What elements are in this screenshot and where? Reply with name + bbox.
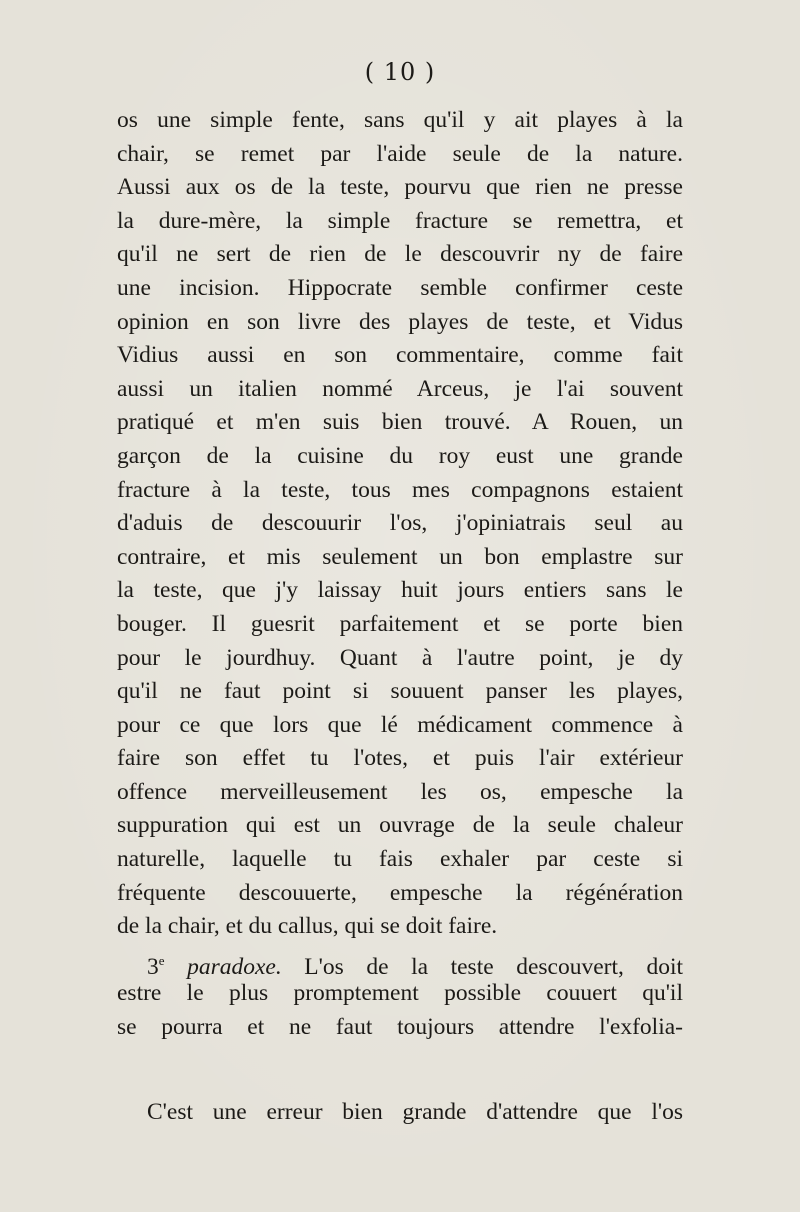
text-line: pour le jourdhuy. Quant à l'autre point, je dy	[117, 644, 683, 671]
text-line: la teste, que j'y laissay huit jours entiers sans le	[117, 577, 683, 604]
paradox-label: paradoxe.	[187, 953, 282, 980]
text-line: naturelle, laquelle tu fais exhaler par ceste si	[117, 846, 683, 873]
text-line: garçon de la cuisine du roy eust une grande	[117, 442, 683, 469]
text-line: se pourra et ne faut toujours attendre l'exfolia-	[117, 1014, 683, 1041]
text-line: contraire, et mis seulement un bon emplastre sur	[117, 543, 683, 570]
text-line: chair, se remet par l'aide seule de la nature.	[117, 140, 683, 167]
page-number: ( 10 )	[364, 58, 436, 86]
text-line: estre le plus promptement possible couuert qu'il	[117, 980, 683, 1007]
paradox-heading-line	[117, 944, 683, 978]
text-line: os une simple fente, sans qu'il y ait playes à la	[117, 107, 683, 133]
text-line: suppuration qui est un ouvrage de la seule chaleur	[117, 812, 683, 839]
text-line: opinion en son livre des playes de teste, et Vidus	[117, 308, 683, 335]
text-line: qu'il ne sert de rien de le descouvrir ny de faire	[117, 241, 683, 268]
paradox-line-rest: L'os de la teste descouvert, doit	[304, 953, 683, 980]
text-line: d'aduis de descouurir l'os, j'opiniatrais seul au	[117, 510, 683, 537]
text-line: faire son effet tu l'otes, et puis l'air extérieur	[117, 745, 683, 772]
text-line: Vidius aussi en son commentaire, comme fait	[117, 342, 683, 369]
text-line: une incision. Hippocrate semble confirmer ceste	[117, 274, 683, 301]
text-line: la dure-mère, la simple fracture se remettra, et	[117, 207, 683, 234]
text-line: pratiqué et m'en suis bien trouvé. A Rouen, un	[117, 409, 683, 436]
text-line: de la chair, et du callus, qui se doit faire.	[117, 913, 498, 940]
text-line: aussi un italien nommé Arceus, je l'ai souvent	[117, 375, 683, 402]
text-line: bouger. Il guesrit parfaitement et se porte bien	[117, 610, 683, 637]
text-line: offence merveilleusement les os, empesche la	[117, 778, 683, 805]
text-line: pour ce que lors que lé médicament commence à	[117, 711, 683, 738]
paradox-number: 3	[147, 953, 159, 980]
paradox-ordinal-suffix: e	[158, 952, 165, 968]
body-text	[117, 104, 683, 1045]
text-line: Aussi aux os de la teste, pourvu que rien ne presse	[117, 174, 683, 201]
footnote-line: C'est une erreur bien grande d'attendre que l'os	[147, 1099, 683, 1125]
text-line: fracture à la teste, tous mes compagnons estaient	[117, 476, 683, 503]
text-line: qu'il ne faut point si souuent panser les playes,	[117, 678, 683, 705]
text-line: fréquente descouuerte, empesche la régénération	[117, 879, 683, 906]
